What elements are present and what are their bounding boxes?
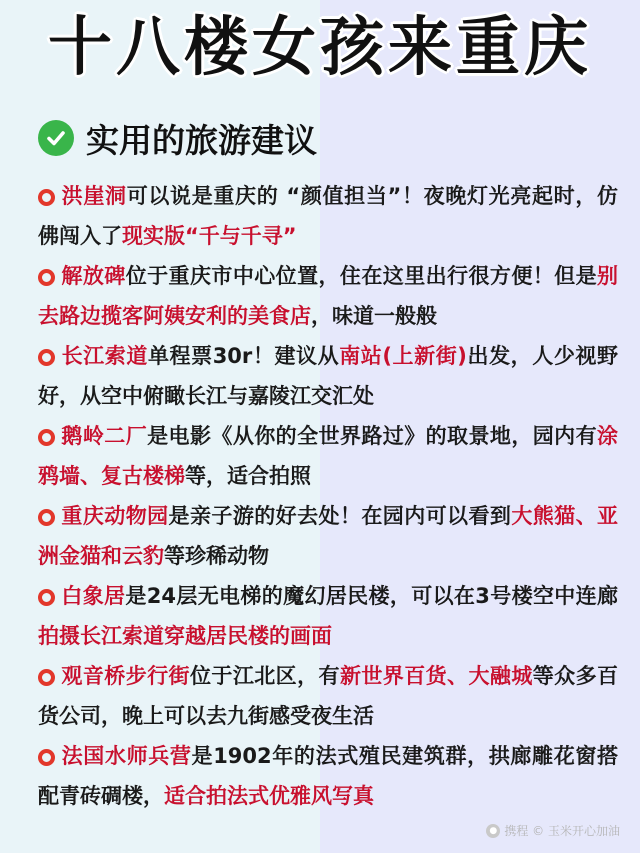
section-header: [38, 114, 317, 162]
tip-item: [38, 496, 618, 576]
highlight-text: 新世界百货、大融城: [339, 664, 533, 688]
tip-text: ，味道一般般: [311, 304, 437, 328]
tip-text: 可以说是重庆的 “颜值担当”！夜晚灯光亮起时，仿佛闯入了: [38, 184, 619, 248]
tip-text: 是电影《从你的全世界路过》的取景地，园内有: [147, 424, 598, 448]
red-ring-icon: [38, 349, 55, 366]
red-ring-icon: [38, 589, 55, 606]
tip-text: 等众多百货公司，晚上可以去九街感受夜生活: [38, 664, 619, 728]
tip-item: [38, 576, 618, 656]
highlight-text: 长江索道: [61, 344, 148, 368]
highlight-text: 解放碑: [61, 264, 126, 288]
tip-text: 等，适合拍照: [185, 464, 311, 488]
highlight-text: 别去路边揽客阿姨安利的美食店: [38, 264, 619, 328]
red-ring-icon: [38, 509, 55, 526]
red-ring-icon: [38, 269, 55, 286]
tip-item: [38, 656, 618, 736]
tip-text: 单程票30r！建议从: [147, 344, 340, 368]
red-ring-icon: [38, 429, 55, 446]
page-title: 十八楼女孩来重庆: [48, 11, 592, 85]
highlight-text: 白象居: [61, 584, 126, 608]
watermark: [486, 822, 620, 839]
highlight-text: 鹅岭二厂: [61, 424, 148, 448]
red-ring-icon: [38, 669, 55, 686]
highlight-text: 南站(上新街): [339, 344, 467, 368]
highlight-text: 洪崖洞: [61, 184, 127, 208]
highlight-text: 涂鸦墙、复古楼梯: [38, 424, 619, 488]
highlight-text: 法国水师兵营: [61, 744, 192, 768]
tips-list: [38, 176, 618, 816]
check-mark-icon: [38, 120, 74, 156]
tip-item: [38, 736, 618, 816]
tip-item: [38, 176, 618, 256]
tip-text: 位于江北区，有: [189, 664, 340, 688]
highlight-text: 重庆动物园: [61, 504, 169, 528]
section-title: 实用的旅游建议: [86, 120, 317, 160]
tip-text: 等珍稀动物: [164, 544, 269, 568]
highlight-text: 观音桥步行街: [61, 664, 190, 688]
red-ring-icon: [38, 189, 55, 206]
highlight-text: 大熊猫、亚洲金猫和云豹: [38, 504, 619, 568]
tip-item: [38, 256, 618, 336]
tip-text: 位于重庆市中心位置，住在这里出行很方便！但是: [125, 264, 598, 288]
highlight-text: 拍摄长江索道穿越居民楼的画面: [38, 624, 332, 648]
tip-item: [38, 336, 618, 416]
highlight-text: 适合拍法式优雅风写真: [164, 784, 374, 808]
highlight-text: 现实版“千与千寻”: [122, 224, 297, 248]
tip-text: 是亲子游的好去处！在园内可以看到: [168, 504, 512, 528]
red-ring-icon: [38, 749, 55, 766]
tip-item: [38, 416, 618, 496]
trip-logo-icon: ●: [486, 824, 500, 838]
watermark-text: 携程 © 玉米开心加油: [504, 824, 620, 838]
tip-text: 是24层无电梯的魔幻居民楼，可以在3号楼空中连廊: [125, 584, 619, 608]
tip-text: 出发，人少视野好，从空中俯瞰长江与嘉陵江交汇处: [38, 344, 619, 408]
tip-text: 是1902年的法式殖民建筑群，拱廊雕花窗搭配青砖碉楼，: [38, 744, 619, 808]
